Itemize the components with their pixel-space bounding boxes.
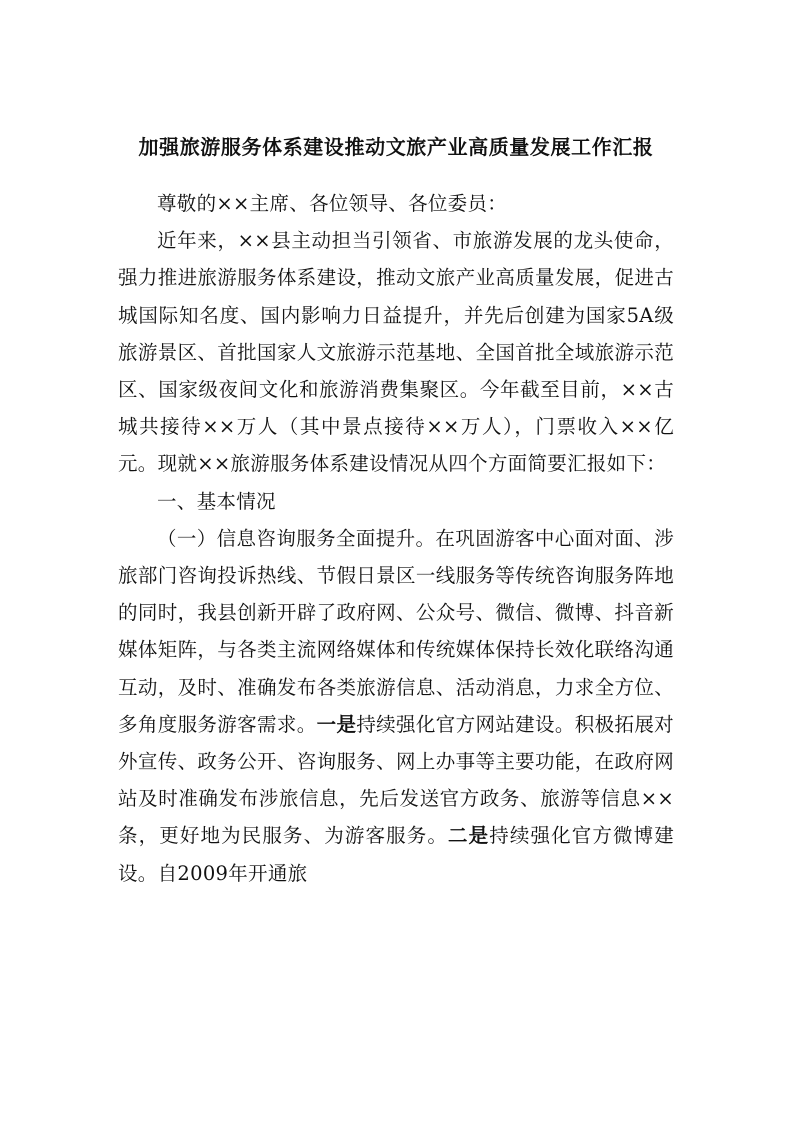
paragraph-text: 持续强化官方网站建设。积极拓展对外宣传、政务公开、咨询服务、网上办事等主要功能，在政府网站及时准确发布涉旅信息，先后发送官方政务、旅游等信息××条，更好地为民服务、为游客服务。 — [118, 712, 674, 848]
bold-marker: 二是 — [447, 824, 490, 848]
document-body — [118, 130, 674, 892]
paragraph-text: 持续强化官方微博建设。自2009年开通旅 — [118, 824, 674, 885]
intro-paragraph: 近年来，××县主动担当引领省、市旅游发展的龙头使命，强力推进旅游服务体系建设，推动文旅产业高质量发展，促进古城国际知名度、国内影响力日益提升，并先后创建为国家5A级旅游景区、首批国家人文旅游示范基地、全国首批全域旅游示范区、国家级夜间文化和旅游消费集聚区。今年截至目前，××古城共接待××万人（其中景点接待××万人），门票收入××亿元。现就××旅游服务体系建设情况从四个方面简要汇报如下： — [118, 229, 674, 476]
bold-marker: 一是 — [316, 712, 357, 736]
document-title: 加强旅游服务体系建设推动文旅产业高质量发展工作汇报 — [138, 135, 654, 159]
salutation: 尊敬的××主席、各位领导、各位委员： — [157, 192, 508, 215]
paragraph-text: （一）信息咨询服务全面提升。在巩固游客中心面对面、涉旅部门咨询投诉热线、节假日景区一线服务等传统咨询服务阵地的同时，我县创新开辟了政府网、公众号、微信、微博、抖音新媒体矩阵，与各类主流网络媒体和传统媒体保持长效化联络沟通互动，及时、准确发布各类旅游信息、活动消息，力求全方位、多角度服务游客需求。 — [118, 526, 674, 736]
section-heading-basic-situation: 一、基本情况 — [157, 489, 276, 513]
info-consulting-paragraph — [118, 520, 674, 892]
